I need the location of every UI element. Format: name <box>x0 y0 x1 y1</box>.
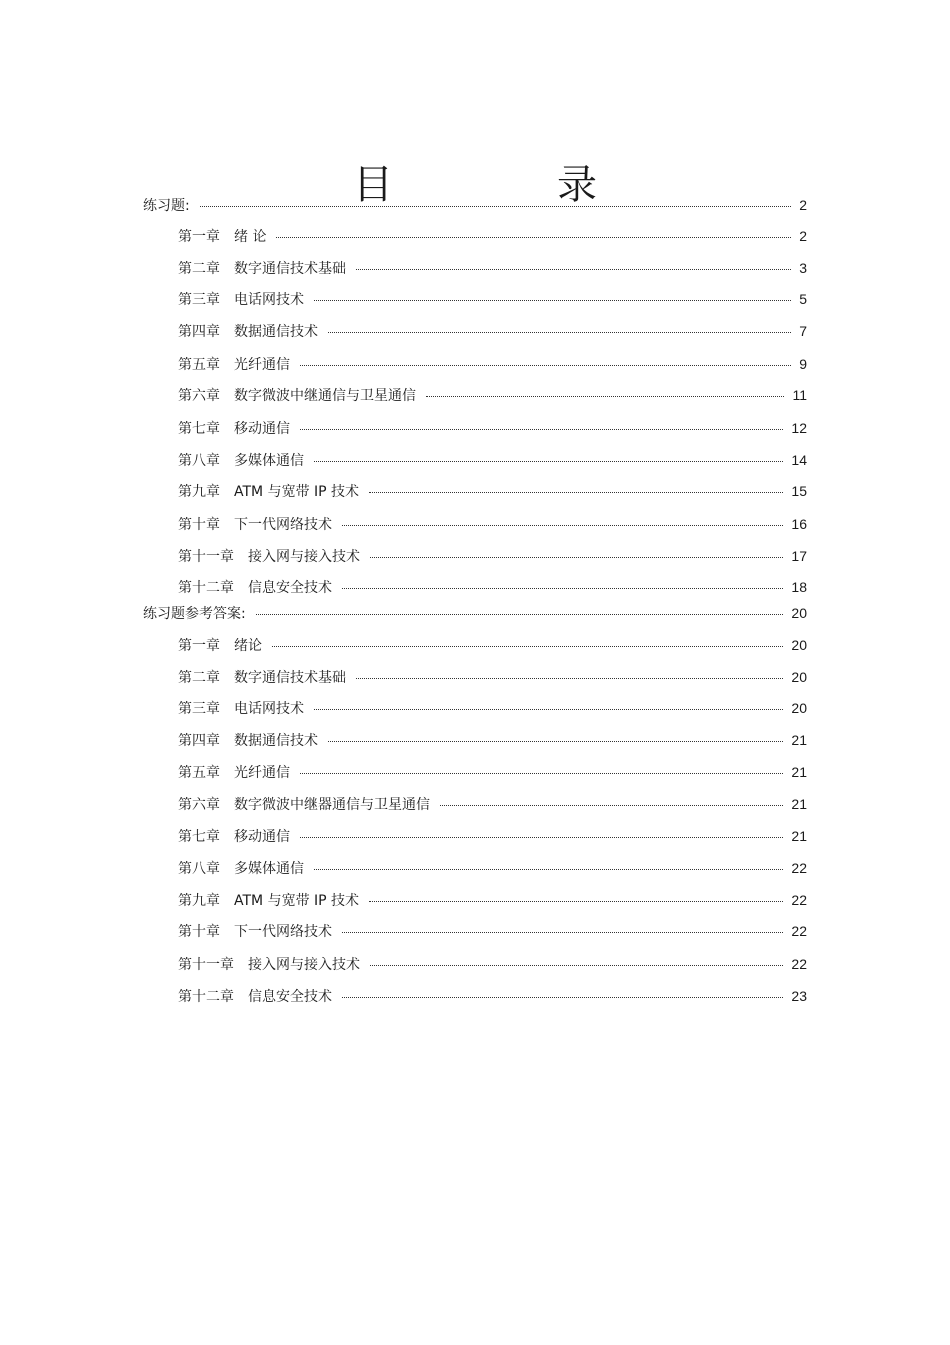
dot-leader <box>314 709 783 710</box>
chapter-title: 多媒体通信 <box>234 861 304 877</box>
dot-leader <box>356 269 791 270</box>
toc-chapter-entry[interactable] <box>178 922 807 941</box>
chapter-title: 数据通信技术 <box>234 733 318 749</box>
chapter-number: 第六章 <box>178 797 220 813</box>
chapter-title: 光纤通信 <box>234 357 290 373</box>
toc-page-number: 18 <box>791 579 807 595</box>
toc-chapter-label <box>178 483 359 501</box>
dot-leader <box>440 805 783 806</box>
toc-chapter-label <box>178 828 290 846</box>
toc-page-number: 20 <box>791 700 807 716</box>
toc-page-number: 7 <box>799 323 807 339</box>
chapter-number: 第四章 <box>178 733 220 749</box>
toc-section-entry[interactable] <box>143 196 807 215</box>
dot-leader <box>300 773 783 774</box>
chapter-title: 接入网与接入技术 <box>248 957 360 973</box>
chapter-number: 第九章 <box>178 893 220 909</box>
chapter-title: 光纤通信 <box>234 765 290 781</box>
chapter-number: 第十章 <box>178 517 220 533</box>
chapter-number: 第七章 <box>178 829 220 845</box>
toc-chapter-label <box>178 732 318 750</box>
toc-section-entry[interactable] <box>143 604 807 623</box>
toc-chapter-label <box>178 669 346 687</box>
toc-chapter-label <box>178 579 332 597</box>
chapter-title: 信息安全技术 <box>248 580 332 596</box>
chapter-title: 多媒体通信 <box>234 453 304 469</box>
toc-chapter-label <box>178 860 304 878</box>
toc-page-number: 22 <box>791 860 807 876</box>
dot-leader <box>300 365 791 366</box>
toc-page-number: 23 <box>791 988 807 1004</box>
toc-chapter-entry[interactable] <box>178 699 807 718</box>
toc-page-number: 17 <box>791 548 807 564</box>
chapter-number: 第十二章 <box>178 580 234 596</box>
toc-chapter-entry[interactable] <box>178 763 807 782</box>
toc-chapter-entry[interactable] <box>178 795 807 814</box>
chapter-number: 第十一章 <box>178 957 234 973</box>
toc-chapter-entry[interactable] <box>178 827 807 846</box>
toc-page-number: 21 <box>791 764 807 780</box>
toc-page-number: 15 <box>791 483 807 499</box>
toc-chapter-label <box>178 988 332 1006</box>
chapter-title: 数据通信技术 <box>234 324 318 340</box>
chapter-title: ATM 与宽带 IP 技术 <box>234 484 360 500</box>
chapter-title: ATM 与宽带 IP 技术 <box>234 893 360 909</box>
toc-chapter-entry[interactable] <box>178 259 807 278</box>
toc-page-number: 21 <box>791 828 807 844</box>
dot-leader <box>256 614 784 615</box>
toc-chapter-label <box>178 892 359 910</box>
toc-chapter-label <box>178 387 416 405</box>
toc-chapter-entry[interactable] <box>178 290 807 309</box>
toc-chapter-label <box>178 796 430 814</box>
dot-leader <box>426 396 784 397</box>
chapter-number: 第六章 <box>178 388 220 404</box>
toc-chapter-entry[interactable] <box>178 891 807 910</box>
chapter-title: 电话网技术 <box>234 701 304 717</box>
dot-leader <box>314 300 791 301</box>
toc-page-number: 5 <box>799 291 807 307</box>
dot-leader <box>328 741 783 742</box>
toc-page-number: 21 <box>791 732 807 748</box>
chapter-title: 绪 论 <box>234 229 267 245</box>
dot-leader <box>370 557 783 558</box>
toc-chapter-label <box>178 228 266 246</box>
toc-chapter-entry[interactable] <box>178 547 807 566</box>
dot-leader <box>342 588 783 589</box>
toc-chapter-label <box>178 420 290 438</box>
dot-leader <box>342 997 783 998</box>
toc-page-number: 21 <box>791 796 807 812</box>
toc-chapter-entry[interactable] <box>178 451 807 470</box>
chapter-title: 数字通信技术基础 <box>234 261 346 277</box>
chapter-number: 第十一章 <box>178 549 234 565</box>
chapter-title: 下一代网络技术 <box>234 924 332 940</box>
toc-chapter-label <box>178 700 304 718</box>
toc-chapter-entry[interactable] <box>178 955 807 974</box>
toc-chapter-label <box>178 923 332 941</box>
dot-leader <box>370 965 783 966</box>
dot-leader <box>276 237 791 238</box>
chapter-number: 第二章 <box>178 670 220 686</box>
chapter-number: 第九章 <box>178 484 220 500</box>
toc-chapter-label <box>178 956 360 974</box>
toc-chapter-entry[interactable] <box>178 355 807 374</box>
dot-leader <box>314 869 783 870</box>
toc-page-number: 12 <box>791 420 807 436</box>
toc-chapter-entry[interactable] <box>178 578 807 597</box>
chapter-number: 第十二章 <box>178 989 234 1005</box>
toc-section-label: 练习题: <box>143 198 190 214</box>
toc-page-number: 20 <box>791 605 807 621</box>
chapter-title: 信息安全技术 <box>248 989 332 1005</box>
toc-chapter-entry[interactable] <box>178 227 807 246</box>
chapter-title: 绪论 <box>234 638 262 654</box>
chapter-number: 第三章 <box>178 701 220 717</box>
dot-leader <box>369 492 783 493</box>
toc-chapter-entry[interactable] <box>178 636 807 655</box>
dot-leader <box>300 837 783 838</box>
chapter-number: 第一章 <box>178 638 220 654</box>
toc-page-number: 16 <box>791 516 807 532</box>
toc-page-number: 20 <box>791 669 807 685</box>
chapter-title: 数字通信技术基础 <box>234 670 346 686</box>
dot-leader <box>328 332 791 333</box>
toc-page-number: 20 <box>791 637 807 653</box>
toc-page-number: 3 <box>799 260 807 276</box>
toc-chapter-label <box>178 323 318 341</box>
chapter-title: 接入网与接入技术 <box>248 549 360 565</box>
chapter-title: 移动通信 <box>234 421 290 437</box>
chapter-title: 移动通信 <box>234 829 290 845</box>
dot-leader <box>300 429 783 430</box>
toc-page-number: 22 <box>791 892 807 908</box>
toc-chapter-label <box>178 637 262 655</box>
dot-leader <box>356 678 783 679</box>
dot-leader <box>200 206 791 207</box>
toc-chapter-entry[interactable] <box>178 515 807 534</box>
toc-page-number: 2 <box>799 228 807 244</box>
toc-chapter-entry[interactable] <box>178 668 807 687</box>
chapter-number: 第一章 <box>178 229 220 245</box>
chapter-number: 第八章 <box>178 861 220 877</box>
toc-chapter-entry[interactable] <box>178 859 807 878</box>
chapter-number: 第三章 <box>178 292 220 308</box>
chapter-number: 第八章 <box>178 453 220 469</box>
toc-page-number: 11 <box>792 387 807 403</box>
toc-chapter-entry[interactable] <box>178 419 807 438</box>
chapter-title: 数字微波中继通信与卫星通信 <box>234 388 416 404</box>
chapter-number: 第二章 <box>178 261 220 277</box>
toc-chapter-entry[interactable] <box>178 322 807 341</box>
toc-chapter-label <box>178 516 332 534</box>
dot-leader <box>342 525 783 526</box>
page-title: 目 录 <box>353 161 659 208</box>
chapter-number: 第四章 <box>178 324 220 340</box>
dot-leader <box>342 932 783 933</box>
chapter-title: 下一代网络技术 <box>234 517 332 533</box>
toc-chapter-label <box>178 260 346 278</box>
chapter-number: 第十章 <box>178 924 220 940</box>
dot-leader <box>369 901 783 902</box>
chapter-title: 电话网技术 <box>234 292 304 308</box>
toc-chapter-entry[interactable] <box>178 386 807 405</box>
dot-leader <box>272 646 783 647</box>
chapter-number: 第五章 <box>178 357 220 373</box>
toc-page-number: 14 <box>791 452 807 468</box>
toc-chapter-label <box>178 452 304 470</box>
toc-section-label: 练习题参考答案: <box>143 606 246 622</box>
toc-chapter-label <box>178 764 290 782</box>
chapter-title: 数字微波中继器通信与卫星通信 <box>234 797 430 813</box>
toc-page-number: 9 <box>799 356 807 372</box>
toc-chapter-entry[interactable] <box>178 987 807 1006</box>
toc-chapter-entry[interactable] <box>178 482 807 501</box>
dot-leader <box>314 461 783 462</box>
toc-page-number: 22 <box>791 956 807 972</box>
toc-page-number: 2 <box>799 197 807 213</box>
toc-chapter-label <box>178 291 304 309</box>
toc-chapter-label <box>178 548 360 566</box>
toc-chapter-label <box>178 356 290 374</box>
chapter-number: 第七章 <box>178 421 220 437</box>
chapter-number: 第五章 <box>178 765 220 781</box>
toc-chapter-entry[interactable] <box>178 731 807 750</box>
toc-page-number: 22 <box>791 923 807 939</box>
